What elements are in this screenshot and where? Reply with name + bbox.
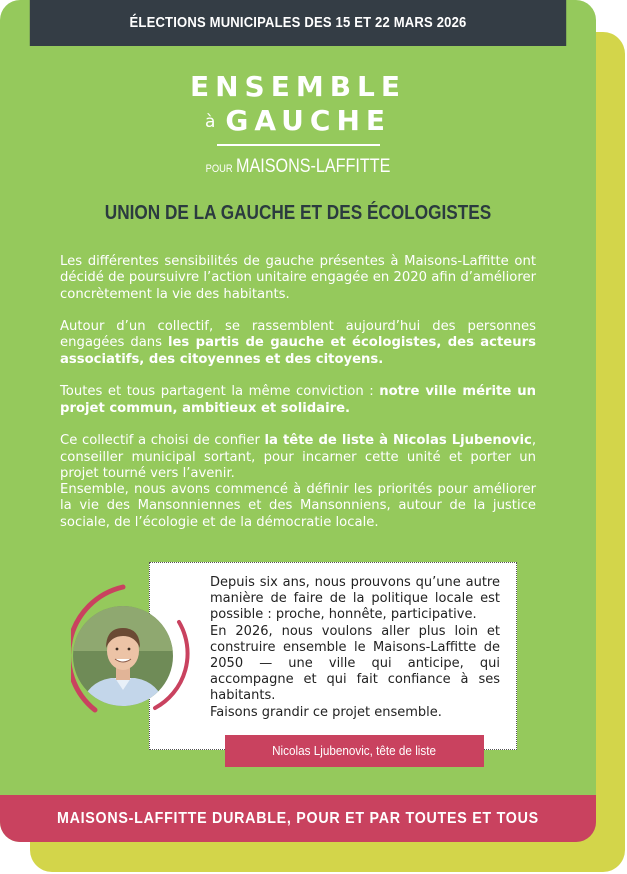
- candidate-photo: [73, 606, 173, 706]
- quote-text: [210, 575, 500, 721]
- quote-paragraph-2: En 2026, nous voulons aller plus loin et construire ensemble le Maisons-Laffitte de 2050 — une ville qui anticipe, qui accompagne et qui fait confiance à ses habitants.: [210, 623, 500, 704]
- logo-divider: [217, 144, 380, 146]
- paragraph-conviction-text: Toutes et tous partagent la même conviction :: [60, 384, 380, 400]
- logo-line-ensemble: ENSEMBLE: [189, 70, 407, 103]
- page-headline: UNION DE LA GAUCHE ET DES ÉCOLOGISTES: [104, 202, 492, 224]
- logo-small-a: à: [204, 112, 216, 132]
- paragraph-head-bold: la tête de liste à Nicolas Ljubenovic: [264, 433, 532, 449]
- quote-paragraph-1: Depuis six ans, nous prouvons qu’une autre manière de faire de la politique locale est possible : proche, honnête, participative.: [210, 575, 500, 623]
- paragraph-collective: [60, 319, 536, 368]
- logo-line-town: [45, 156, 552, 180]
- signature-text: Nicolas Ljubenovic, tête de liste: [272, 743, 437, 758]
- logo-line-gauche: [0, 104, 596, 139]
- paragraph-head-text-c: , conseiller municipal sortant, pour incarner cette unité et porter un projet tourné vers l’avenir.: [60, 433, 537, 481]
- logo-word-gauche: GAUCHE: [225, 104, 392, 137]
- paragraph-intro: Les différentes sensibilités de gauche présentes à Maisons-Laffitte ont décidé de poursuivre l’action unitaire engagée en 2020 afin d’améliorer concrètement la vie des habitants.: [60, 254, 536, 302]
- paragraph-priorities: Ensemble, nous avons commencé à définir les priorités pour améliorer la vie des Mansonniennes et des Mansonniens, autour de la justice sociale, de l’écologie et de la démocratie locale.: [60, 482, 536, 530]
- footer-slogan: MAISONS-LAFFITTE DURABLE, POUR ET PAR TOUTES ET TOUS: [57, 810, 539, 827]
- portrait-illustration: [73, 606, 173, 706]
- paragraph-conviction: [60, 384, 536, 417]
- quote-box: [149, 562, 517, 750]
- election-label: ÉLECTIONS MUNICIPALES DES 15 ET 22 MARS 2026: [129, 15, 467, 31]
- signature-badge: [225, 735, 484, 767]
- body-text: [60, 254, 536, 531]
- logo-small-pour: POUR: [205, 163, 233, 175]
- footer-banner: [0, 795, 596, 842]
- quote-paragraph-3: Faisons grandir ce projet ensemble.: [210, 704, 442, 720]
- logo-town-name: MAISONS-LAFFITTE: [236, 156, 391, 177]
- election-banner: [30, 0, 566, 46]
- paragraph-head-of-list: [60, 433, 536, 482]
- paragraph-head-text-a: Ce collectif a choisi de confier: [60, 433, 265, 449]
- paragraph-collective-text: Autour d’un collectif, se rassemblent aujourd’hui des personnes engagées dans: [60, 319, 536, 351]
- paragraph-conviction-bold: notre ville mérite un projet commun, ambitieux et solidaire.: [60, 384, 536, 416]
- paragraph-collective-bold: les partis de gauche et écologistes, des acteurs associatifs, des citoyennes et des citoyens.: [60, 335, 536, 367]
- party-logo: [0, 70, 596, 180]
